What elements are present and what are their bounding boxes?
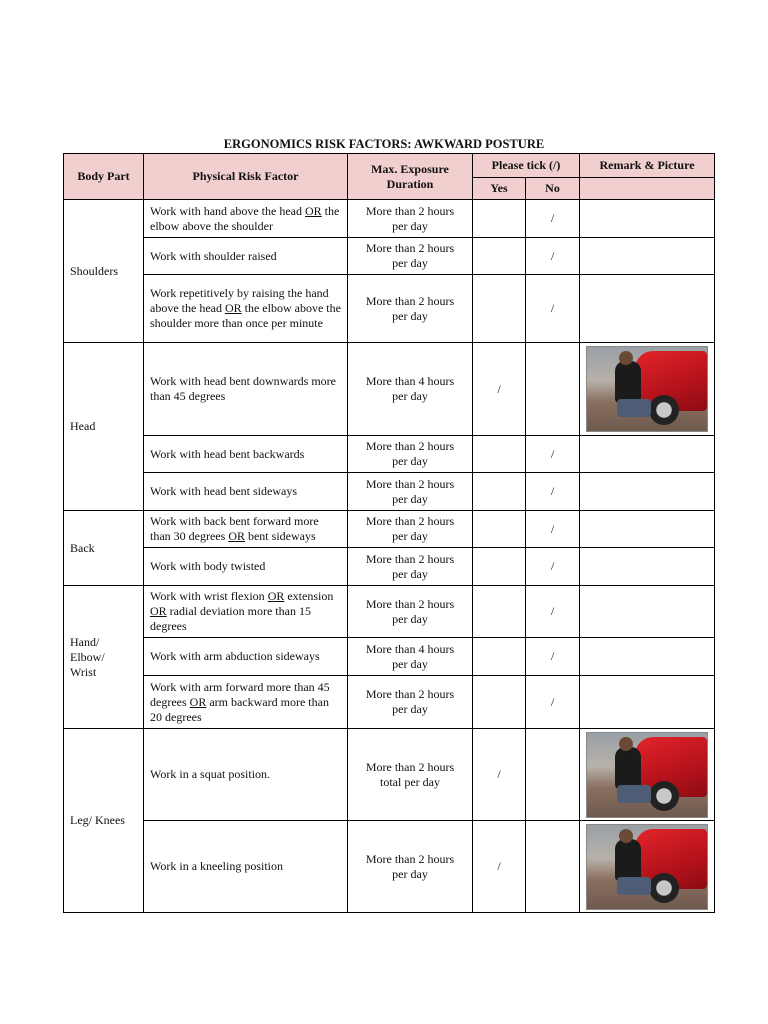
tick-no-cell[interactable]: /	[526, 511, 580, 548]
table-row	[64, 586, 715, 638]
remark-cell	[580, 436, 715, 473]
table-row	[64, 238, 715, 275]
tick-no-cell[interactable]: /	[526, 238, 580, 275]
photo-kneeling-position	[586, 824, 708, 910]
exposure-cell: More than 2 hours per day	[348, 586, 473, 638]
document-title: ERGONOMICS RISK FACTORS: AWKWARD POSTURE	[223, 137, 545, 151]
exposure-cell: More than 4 hours per day	[348, 638, 473, 676]
risk-factor-table	[63, 153, 715, 913]
risk-factor-cell: Work with shoulder raised	[144, 238, 348, 275]
risk-factor-cell: Work with body twisted	[144, 548, 348, 586]
remark-cell	[580, 821, 715, 913]
exposure-cell: More than 2 hours per day	[348, 548, 473, 586]
tick-no-cell[interactable]: /	[526, 586, 580, 638]
risk-factor-cell: Work with head bent downwards more than 45 degrees	[144, 343, 348, 436]
tick-yes-cell[interactable]: /	[473, 821, 526, 913]
tick-no-cell[interactable]	[526, 343, 580, 436]
worker-legs-image	[617, 785, 651, 803]
header-body-part: Body Part	[64, 154, 144, 200]
remark-cell	[580, 511, 715, 548]
table-row	[64, 511, 715, 548]
body-part-back: Back	[64, 511, 144, 586]
tick-no-cell[interactable]: /	[526, 275, 580, 343]
tick-no-cell[interactable]: /	[526, 638, 580, 676]
tick-yes-cell[interactable]	[473, 200, 526, 238]
tick-yes-cell[interactable]	[473, 586, 526, 638]
header-risk-factor: Physical Risk Factor	[144, 154, 348, 200]
remark-cell	[580, 638, 715, 676]
table-row	[64, 638, 715, 676]
exposure-cell: More than 2 hours total per day	[348, 729, 473, 821]
tick-yes-cell[interactable]	[473, 638, 526, 676]
wheel-image	[649, 873, 679, 903]
wheel-image	[649, 781, 679, 811]
risk-factor-cell: Work in a squat position.	[144, 729, 348, 821]
table-row	[64, 275, 715, 343]
header-yes: Yes	[473, 178, 526, 200]
tick-yes-cell[interactable]	[473, 275, 526, 343]
risk-factor-cell: Work with head bent backwards	[144, 436, 348, 473]
table-row	[64, 343, 715, 436]
worker-image	[615, 361, 641, 403]
exposure-cell: More than 2 hours per day	[348, 821, 473, 913]
wheel-image	[649, 395, 679, 425]
header-row	[64, 154, 715, 178]
body-part-hand-elbow-wrist: Hand/ Elbow/ Wrist	[64, 586, 144, 729]
risk-factor-cell: Work with arm abduction sideways	[144, 638, 348, 676]
body-part-shoulders: Shoulders	[64, 200, 144, 343]
tick-yes-cell[interactable]	[473, 436, 526, 473]
tick-no-cell[interactable]	[526, 729, 580, 821]
tick-yes-cell[interactable]	[473, 511, 526, 548]
remark-cell	[580, 473, 715, 511]
photo-squat-position	[586, 732, 708, 818]
risk-factor-cell: Work with back bent forward more than 30 degrees OR bent sideways	[144, 511, 348, 548]
risk-factor-cell: Work with head bent sideways	[144, 473, 348, 511]
remark-cell	[580, 729, 715, 821]
remark-cell	[580, 200, 715, 238]
exposure-cell: More than 2 hours per day	[348, 200, 473, 238]
exposure-cell: More than 2 hours per day	[348, 436, 473, 473]
table-row	[64, 200, 715, 238]
risk-factor-cell: Work in a kneeling position	[144, 821, 348, 913]
body-part-leg-knees: Leg/ Knees	[64, 729, 144, 913]
risk-factor-cell: Work with arm forward more than 45 degrees OR arm backward more than 20 degrees	[144, 676, 348, 729]
tick-yes-cell[interactable]	[473, 676, 526, 729]
tick-no-cell[interactable]: /	[526, 200, 580, 238]
worker-head-image	[619, 829, 633, 843]
remark-cell	[580, 676, 715, 729]
table-row	[64, 548, 715, 586]
tick-no-cell[interactable]: /	[526, 676, 580, 729]
remark-cell	[580, 238, 715, 275]
tick-yes-cell[interactable]: /	[473, 343, 526, 436]
risk-factor-cell: Work with hand above the head OR the elbow above the shoulder	[144, 200, 348, 238]
risk-factor-cell: Work with wrist flexion OR extension OR radial deviation more than 15 degrees	[144, 586, 348, 638]
remark-cell	[580, 548, 715, 586]
tick-no-cell[interactable]: /	[526, 548, 580, 586]
header-no: No	[526, 178, 580, 200]
tick-no-cell[interactable]: /	[526, 473, 580, 511]
tick-no-cell[interactable]: /	[526, 436, 580, 473]
tick-yes-cell[interactable]	[473, 548, 526, 586]
tick-yes-cell[interactable]: /	[473, 729, 526, 821]
worker-legs-image	[617, 877, 651, 895]
tick-yes-cell[interactable]	[473, 473, 526, 511]
remark-cell	[580, 343, 715, 436]
worker-head-image	[619, 737, 633, 751]
table-row	[64, 676, 715, 729]
table-row	[64, 473, 715, 511]
remark-cell	[580, 586, 715, 638]
table-row	[64, 436, 715, 473]
table-row	[64, 821, 715, 913]
worker-legs-image	[617, 399, 651, 417]
exposure-cell: More than 4 hours per day	[348, 343, 473, 436]
photo-head-bent-down	[586, 346, 708, 432]
tick-no-cell[interactable]	[526, 821, 580, 913]
exposure-cell: More than 2 hours per day	[348, 275, 473, 343]
worker-image	[615, 839, 641, 881]
table-row	[64, 729, 715, 821]
header-exposure: Max. Exposure Duration	[348, 154, 473, 200]
exposure-cell: More than 2 hours per day	[348, 473, 473, 511]
body-part-head: Head	[64, 343, 144, 511]
exposure-cell: More than 2 hours per day	[348, 511, 473, 548]
tick-yes-cell[interactable]	[473, 238, 526, 275]
worker-image	[615, 747, 641, 789]
exposure-cell: More than 2 hours per day	[348, 238, 473, 275]
header-remark: Remark & Picture	[580, 154, 715, 178]
worker-head-image	[619, 351, 633, 365]
exposure-cell: More than 2 hours per day	[348, 676, 473, 729]
header-tick: Please tick (/)	[473, 154, 580, 178]
header-remark-sub	[580, 178, 715, 200]
risk-factor-cell: Work repetitively by raising the hand above the head OR the elbow above the shoulder more than once per minute	[144, 275, 348, 343]
remark-cell	[580, 275, 715, 343]
